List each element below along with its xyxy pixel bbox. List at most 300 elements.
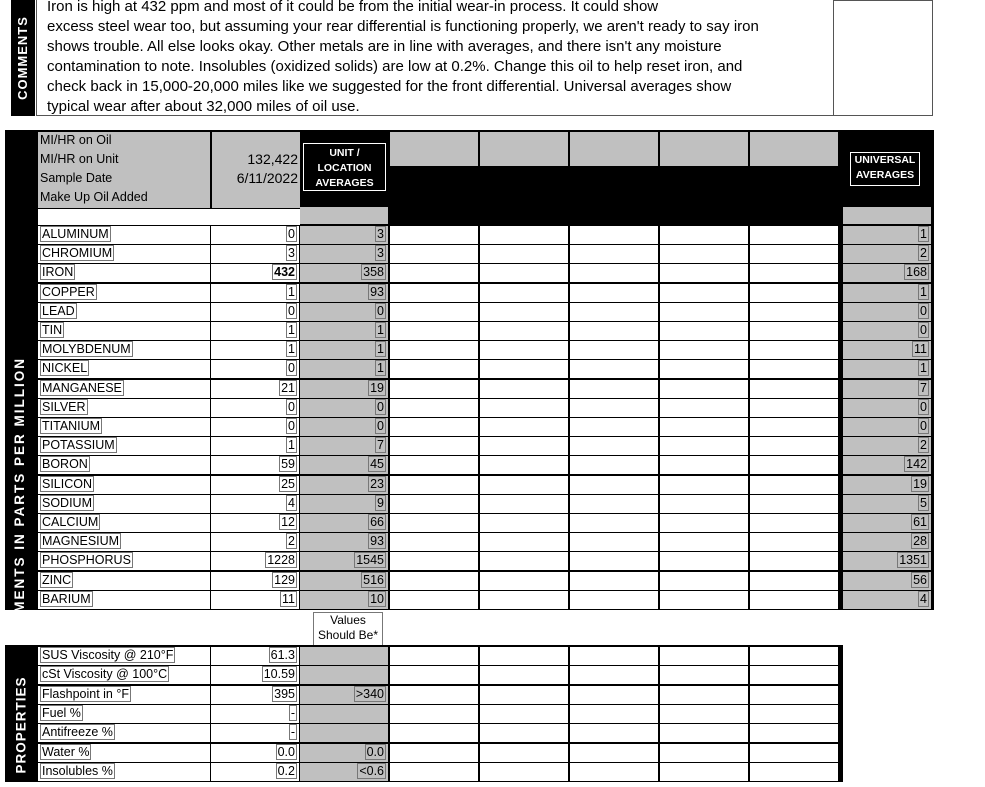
element-sample-cell bbox=[660, 552, 748, 570]
property-name-text: Fuel % bbox=[42, 706, 81, 720]
element-value-text: 12 bbox=[281, 515, 295, 529]
element-sample-cell bbox=[570, 437, 658, 455]
property-sample-cell bbox=[390, 705, 478, 723]
element-value-text: 0 bbox=[288, 304, 295, 318]
element-name bbox=[38, 399, 210, 417]
comments-section-label: COMMENTS bbox=[15, 16, 30, 100]
property-should-be-text: <0.6 bbox=[359, 764, 384, 778]
element-name-text: SODIUM bbox=[42, 496, 92, 510]
element-sample-cell bbox=[660, 572, 748, 590]
element-sample-cell bbox=[390, 226, 478, 244]
element-sample-cell bbox=[390, 303, 478, 321]
element-sample-cell bbox=[390, 514, 478, 532]
property-sample-cell bbox=[750, 724, 838, 742]
element-name bbox=[38, 437, 210, 455]
property-value-text: 395 bbox=[274, 687, 295, 701]
element-sample-cell bbox=[480, 399, 568, 417]
element-universal-average bbox=[843, 418, 931, 436]
element-universal-average-text: 61 bbox=[913, 515, 927, 529]
element-unit-average-text: 0 bbox=[377, 304, 384, 318]
property-name-text: Antifreeze % bbox=[42, 725, 113, 739]
element-universal-average bbox=[843, 284, 931, 302]
sample-col-1 bbox=[390, 132, 478, 166]
element-unit-average bbox=[300, 495, 388, 513]
property-name-text: Water % bbox=[42, 745, 90, 759]
element-name-text: NICKEL bbox=[42, 361, 88, 375]
property-value-text: 61.3 bbox=[270, 648, 295, 662]
element-universal-average bbox=[843, 341, 931, 359]
comments-line: typical wear after about 32,000 miles of oil use. bbox=[47, 98, 360, 115]
element-sample-cell bbox=[480, 552, 568, 570]
element-universal-average bbox=[843, 322, 931, 340]
element-name-text: CALCIUM bbox=[42, 515, 99, 529]
element-sample-cell bbox=[390, 533, 478, 551]
element-universal-average-text: 2 bbox=[920, 438, 927, 452]
element-name bbox=[38, 341, 210, 359]
element-sample-cell bbox=[480, 245, 568, 263]
element-universal-average-text: 1351 bbox=[899, 553, 927, 567]
element-sample-cell bbox=[390, 341, 478, 359]
element-sample-cell bbox=[480, 380, 568, 398]
element-name-text: PHOSPHORUS bbox=[42, 553, 131, 567]
element-sample-cell bbox=[480, 572, 568, 590]
element-universal-average-text: 19 bbox=[913, 477, 927, 491]
element-sample-cell bbox=[390, 322, 478, 340]
element-value-text: 1 bbox=[288, 285, 295, 299]
property-should-be-text: >340 bbox=[355, 687, 384, 701]
properties-sidebar bbox=[5, 645, 38, 782]
element-universal-average bbox=[843, 399, 931, 417]
element-name-text: TIN bbox=[42, 323, 63, 337]
element-sample-cell bbox=[480, 591, 568, 609]
comments-sidebar bbox=[11, 0, 35, 116]
element-sample-cell bbox=[750, 226, 838, 244]
header-value-makeup-oil bbox=[212, 189, 300, 208]
element-unit-average-text: 66 bbox=[370, 515, 384, 529]
element-universal-average bbox=[843, 360, 931, 378]
sample-col-4 bbox=[660, 132, 748, 166]
element-unit-average-text: 3 bbox=[377, 246, 384, 260]
element-value bbox=[211, 399, 299, 417]
element-name bbox=[38, 284, 210, 302]
comments-text-box bbox=[36, 0, 834, 116]
element-universal-average-text: 7 bbox=[920, 381, 927, 395]
element-sample-cell bbox=[660, 360, 748, 378]
element-name bbox=[38, 303, 210, 321]
element-value-text: 0 bbox=[288, 400, 295, 414]
header-label-mi-hr-unit: MI/HR on Unit bbox=[40, 152, 119, 166]
property-sample-cell bbox=[390, 686, 478, 704]
element-value-text: 432 bbox=[274, 265, 295, 279]
element-value-text: 129 bbox=[274, 573, 295, 587]
property-value-text: 10.59 bbox=[263, 667, 295, 681]
element-sample-cell bbox=[660, 495, 748, 513]
element-sample-cell bbox=[480, 341, 568, 359]
element-unit-average-text: 3 bbox=[377, 227, 384, 241]
element-unit-average bbox=[300, 533, 388, 551]
element-universal-average-text: 2 bbox=[920, 246, 927, 260]
element-universal-average-text: 56 bbox=[913, 573, 927, 587]
element-sample-cell bbox=[660, 418, 748, 436]
element-universal-average-text: 1 bbox=[920, 227, 927, 241]
property-sample-cell bbox=[390, 744, 478, 762]
element-unit-average bbox=[300, 418, 388, 436]
element-unit-average-text: 10 bbox=[370, 592, 384, 606]
element-sample-cell bbox=[750, 437, 838, 455]
element-unit-average bbox=[300, 303, 388, 321]
property-sample-cell bbox=[570, 647, 658, 665]
element-name bbox=[38, 380, 210, 398]
universal-averages-header: UNIVERSAL AVERAGES bbox=[850, 152, 920, 186]
element-value-text: 1228 bbox=[267, 553, 295, 567]
element-sample-cell bbox=[660, 264, 748, 282]
property-should-be bbox=[300, 666, 388, 684]
property-name-text: cSt Viscosity @ 100°C bbox=[42, 667, 168, 681]
element-sample-cell bbox=[570, 226, 658, 244]
property-sample-cell bbox=[480, 666, 568, 684]
property-name-text: SUS Viscosity @ 210°F bbox=[42, 648, 174, 662]
element-sample-cell bbox=[660, 437, 748, 455]
element-universal-average-text: 5 bbox=[920, 496, 927, 510]
element-sample-cell bbox=[750, 514, 838, 532]
element-sample-cell bbox=[660, 303, 748, 321]
property-value bbox=[211, 666, 299, 684]
element-unit-average bbox=[300, 264, 388, 282]
element-sample-cell bbox=[390, 399, 478, 417]
element-sample-cell bbox=[570, 284, 658, 302]
property-sample-cell bbox=[570, 763, 658, 781]
property-should-be-text bbox=[384, 725, 386, 739]
element-name-text: BARIUM bbox=[42, 592, 91, 606]
element-name-text: COPPER bbox=[42, 285, 95, 299]
element-name-text: LEAD bbox=[42, 304, 75, 318]
element-value bbox=[211, 284, 299, 302]
element-sample-cell bbox=[660, 226, 748, 244]
property-sample-cell bbox=[390, 724, 478, 742]
element-sample-cell bbox=[390, 264, 478, 282]
property-sample-cell bbox=[660, 647, 748, 665]
element-value bbox=[211, 341, 299, 359]
property-name bbox=[38, 647, 210, 665]
property-sample-cell bbox=[480, 763, 568, 781]
element-sample-cell bbox=[570, 418, 658, 436]
element-sample-cell bbox=[660, 591, 748, 609]
element-universal-average bbox=[843, 591, 931, 609]
property-should-be-text bbox=[384, 706, 386, 720]
element-value bbox=[211, 418, 299, 436]
element-name bbox=[38, 245, 210, 263]
element-unit-average bbox=[300, 322, 388, 340]
element-unit-average bbox=[300, 245, 388, 263]
values-should-be-label bbox=[313, 612, 383, 646]
property-name bbox=[38, 666, 210, 684]
element-unit-average bbox=[300, 284, 388, 302]
element-name-text: SILVER bbox=[42, 400, 86, 414]
property-sample-cell bbox=[750, 705, 838, 723]
element-sample-cell bbox=[480, 264, 568, 282]
element-sample-cell bbox=[480, 456, 568, 474]
property-sample-cell bbox=[750, 763, 838, 781]
property-should-be bbox=[300, 705, 388, 723]
property-should-be-text: 0.0 bbox=[366, 745, 384, 759]
property-value bbox=[211, 744, 299, 762]
element-value bbox=[211, 495, 299, 513]
element-name-text: MAGNESIUM bbox=[42, 534, 120, 548]
element-sample-cell bbox=[390, 245, 478, 263]
element-universal-average bbox=[843, 456, 931, 474]
element-sample-cell bbox=[570, 456, 658, 474]
element-value bbox=[211, 476, 299, 494]
property-sample-cell bbox=[390, 647, 478, 665]
header-label-makeup-oil: Make Up Oil Added bbox=[40, 190, 148, 204]
comments-line: excess steel wear too, but assuming your rear differential is functioning properly, we aren't ready to say iron bbox=[47, 18, 759, 35]
element-sample-cell bbox=[660, 476, 748, 494]
element-value-text: 2 bbox=[288, 534, 295, 548]
element-sample-cell bbox=[750, 495, 838, 513]
element-value-text: 1 bbox=[288, 438, 295, 452]
element-sample-cell bbox=[750, 533, 838, 551]
element-value-text: 1 bbox=[288, 323, 295, 337]
property-sample-cell bbox=[660, 705, 748, 723]
element-universal-average bbox=[843, 264, 931, 282]
element-sample-cell bbox=[660, 399, 748, 417]
element-universal-average bbox=[843, 476, 931, 494]
property-value-text: 0.0 bbox=[277, 745, 295, 759]
element-sample-cell bbox=[660, 380, 748, 398]
element-sample-cell bbox=[660, 456, 748, 474]
element-sample-cell bbox=[570, 303, 658, 321]
property-sample-cell bbox=[480, 686, 568, 704]
header-label-sample-date: Sample Date bbox=[40, 171, 113, 185]
element-sample-cell bbox=[570, 341, 658, 359]
universal-blank bbox=[843, 207, 931, 224]
element-name-text: IRON bbox=[42, 265, 74, 279]
header-label-mi-hr-oil: MI/HR on Oil bbox=[40, 133, 112, 147]
element-sample-cell bbox=[480, 284, 568, 302]
element-unit-average bbox=[300, 341, 388, 359]
header-blank-row bbox=[38, 209, 300, 225]
element-universal-average bbox=[843, 572, 931, 590]
element-universal-average-text: 28 bbox=[913, 534, 927, 548]
property-sample-cell bbox=[750, 686, 838, 704]
property-sample-cell bbox=[390, 666, 478, 684]
element-universal-average bbox=[843, 226, 931, 244]
element-name-text: POTASSIUM bbox=[42, 438, 115, 452]
element-value-text: 0 bbox=[288, 227, 295, 241]
element-value-text: 0 bbox=[288, 361, 295, 375]
property-sample-cell bbox=[750, 647, 838, 665]
header-rows-block bbox=[38, 130, 301, 225]
element-value bbox=[211, 303, 299, 321]
element-sample-cell bbox=[570, 514, 658, 532]
element-sample-cell bbox=[750, 264, 838, 282]
element-name-text: BORON bbox=[42, 457, 88, 471]
property-sample-cell bbox=[660, 686, 748, 704]
element-sample-cell bbox=[480, 437, 568, 455]
element-sample-cell bbox=[750, 552, 838, 570]
element-unit-average bbox=[300, 380, 388, 398]
element-unit-average bbox=[300, 591, 388, 609]
element-name bbox=[38, 264, 210, 282]
element-unit-average-text: 516 bbox=[363, 573, 384, 587]
element-unit-average bbox=[300, 552, 388, 570]
element-sample-cell bbox=[660, 341, 748, 359]
element-unit-average-text: 7 bbox=[377, 438, 384, 452]
property-sample-cell bbox=[480, 744, 568, 762]
element-name bbox=[38, 514, 210, 532]
element-sample-cell bbox=[750, 591, 838, 609]
element-value bbox=[211, 360, 299, 378]
property-should-be bbox=[300, 744, 388, 762]
property-should-be bbox=[300, 724, 388, 742]
element-sample-cell bbox=[480, 322, 568, 340]
element-value bbox=[211, 591, 299, 609]
sample-col-5 bbox=[750, 132, 838, 166]
element-sample-cell bbox=[570, 552, 658, 570]
element-sample-cell bbox=[390, 284, 478, 302]
element-sample-cell bbox=[390, 380, 478, 398]
property-sample-cell bbox=[570, 744, 658, 762]
element-sample-cell bbox=[750, 303, 838, 321]
element-universal-average-text: 1 bbox=[920, 361, 927, 375]
header-value-mi-hr-oil bbox=[212, 132, 300, 151]
element-unit-average-text: 93 bbox=[370, 285, 384, 299]
element-sample-cell bbox=[480, 514, 568, 532]
element-sample-cell bbox=[660, 514, 748, 532]
property-should-be bbox=[300, 647, 388, 665]
property-value-text: 0.2 bbox=[277, 764, 295, 778]
comments-line: contamination to note. Insolubles (oxidized solids) are low at 0.2%. Change this oil to help reset iron, and bbox=[47, 58, 743, 75]
element-sample-cell bbox=[660, 322, 748, 340]
element-sample-cell bbox=[570, 533, 658, 551]
element-sample-cell bbox=[390, 456, 478, 474]
element-unit-average-text: 93 bbox=[370, 534, 384, 548]
element-sample-cell bbox=[570, 572, 658, 590]
element-value bbox=[211, 437, 299, 455]
property-value bbox=[211, 763, 299, 781]
element-value-text: 59 bbox=[281, 457, 295, 471]
element-unit-average bbox=[300, 437, 388, 455]
element-universal-average-text: 4 bbox=[920, 592, 927, 606]
element-unit-average-text: 358 bbox=[363, 265, 384, 279]
element-value-text: 25 bbox=[281, 477, 295, 491]
element-universal-average-text: 0 bbox=[920, 400, 927, 414]
property-sample-cell bbox=[480, 724, 568, 742]
element-sample-cell bbox=[480, 226, 568, 244]
element-sample-cell bbox=[570, 495, 658, 513]
element-name-text: SILICON bbox=[42, 477, 93, 491]
element-unit-average bbox=[300, 360, 388, 378]
comments-line: Iron is high at 432 ppm and most of it could be from the initial wear-in process. It could show bbox=[47, 0, 659, 15]
element-unit-average bbox=[300, 456, 388, 474]
elements-section-label: ELEMENTS IN PARTS PER MILLION bbox=[12, 357, 27, 646]
comments-line: shows trouble. All else looks okay. Other metals are in line with averages, and there isn't any moisture bbox=[47, 38, 722, 55]
element-sample-cell bbox=[390, 476, 478, 494]
property-value-text: - bbox=[290, 725, 295, 739]
element-unit-average-text: 9 bbox=[377, 496, 384, 510]
element-sample-cell bbox=[570, 322, 658, 340]
property-value bbox=[211, 647, 299, 665]
element-sample-cell bbox=[750, 380, 838, 398]
element-sample-cell bbox=[390, 495, 478, 513]
property-name bbox=[38, 763, 210, 781]
property-sample-cell bbox=[660, 666, 748, 684]
element-unit-average bbox=[300, 572, 388, 590]
element-universal-average bbox=[843, 380, 931, 398]
header-value-sample-date: 6/11/2022 bbox=[236, 170, 298, 186]
element-name-text: ZINC bbox=[42, 573, 72, 587]
property-sample-cell bbox=[660, 744, 748, 762]
element-sample-cell bbox=[750, 476, 838, 494]
element-unit-average-text: 45 bbox=[370, 457, 384, 471]
element-sample-cell bbox=[480, 533, 568, 551]
property-sample-cell bbox=[570, 724, 658, 742]
element-name-text: MOLYBDENUM bbox=[42, 342, 131, 356]
element-sample-cell bbox=[570, 399, 658, 417]
element-value bbox=[211, 264, 299, 282]
element-sample-cell bbox=[570, 264, 658, 282]
element-universal-average-text: 0 bbox=[920, 304, 927, 318]
element-value-text: 1 bbox=[288, 342, 295, 356]
element-universal-average bbox=[843, 514, 931, 532]
element-sample-cell bbox=[570, 245, 658, 263]
element-sample-cell bbox=[480, 360, 568, 378]
properties-section-label: PROPERTIES bbox=[13, 676, 29, 774]
element-sample-cell bbox=[390, 572, 478, 590]
element-sample-cell bbox=[750, 341, 838, 359]
property-sample-cell bbox=[570, 705, 658, 723]
element-name-text: CHROMIUM bbox=[42, 246, 113, 260]
element-universal-average-text: 168 bbox=[906, 265, 927, 279]
element-unit-average bbox=[300, 514, 388, 532]
property-sample-cell bbox=[570, 686, 658, 704]
element-sample-cell bbox=[660, 533, 748, 551]
element-universal-average-text: 11 bbox=[914, 342, 927, 356]
property-name bbox=[38, 724, 210, 742]
element-unit-average-text: 19 bbox=[370, 381, 384, 395]
element-sample-cell bbox=[750, 245, 838, 263]
element-universal-average bbox=[843, 533, 931, 551]
element-sample-cell bbox=[570, 360, 658, 378]
element-name bbox=[38, 591, 210, 609]
element-sample-cell bbox=[480, 476, 568, 494]
element-name bbox=[38, 456, 210, 474]
element-value bbox=[211, 245, 299, 263]
element-universal-average bbox=[843, 495, 931, 513]
element-name bbox=[38, 226, 210, 244]
property-sample-cell bbox=[390, 763, 478, 781]
element-sample-cell bbox=[570, 591, 658, 609]
element-unit-average-text: 23 bbox=[370, 477, 384, 491]
property-value-text: - bbox=[290, 706, 295, 720]
element-universal-average-text: 1 bbox=[920, 285, 927, 299]
header-value-mi-hr-unit: 132,422 bbox=[247, 151, 298, 167]
element-unit-average-text: 1 bbox=[377, 323, 384, 337]
element-sample-cell bbox=[570, 476, 658, 494]
element-sample-cell bbox=[750, 284, 838, 302]
property-sample-cell bbox=[570, 666, 658, 684]
element-unit-average-text: 1 bbox=[377, 361, 384, 375]
element-value bbox=[211, 226, 299, 244]
element-value-text: 0 bbox=[288, 419, 295, 433]
element-name bbox=[38, 552, 210, 570]
element-universal-average bbox=[843, 303, 931, 321]
element-value bbox=[211, 456, 299, 474]
element-value-text: 3 bbox=[288, 246, 295, 260]
property-sample-cell bbox=[660, 724, 748, 742]
property-sample-cell bbox=[660, 763, 748, 781]
property-name bbox=[38, 686, 210, 704]
